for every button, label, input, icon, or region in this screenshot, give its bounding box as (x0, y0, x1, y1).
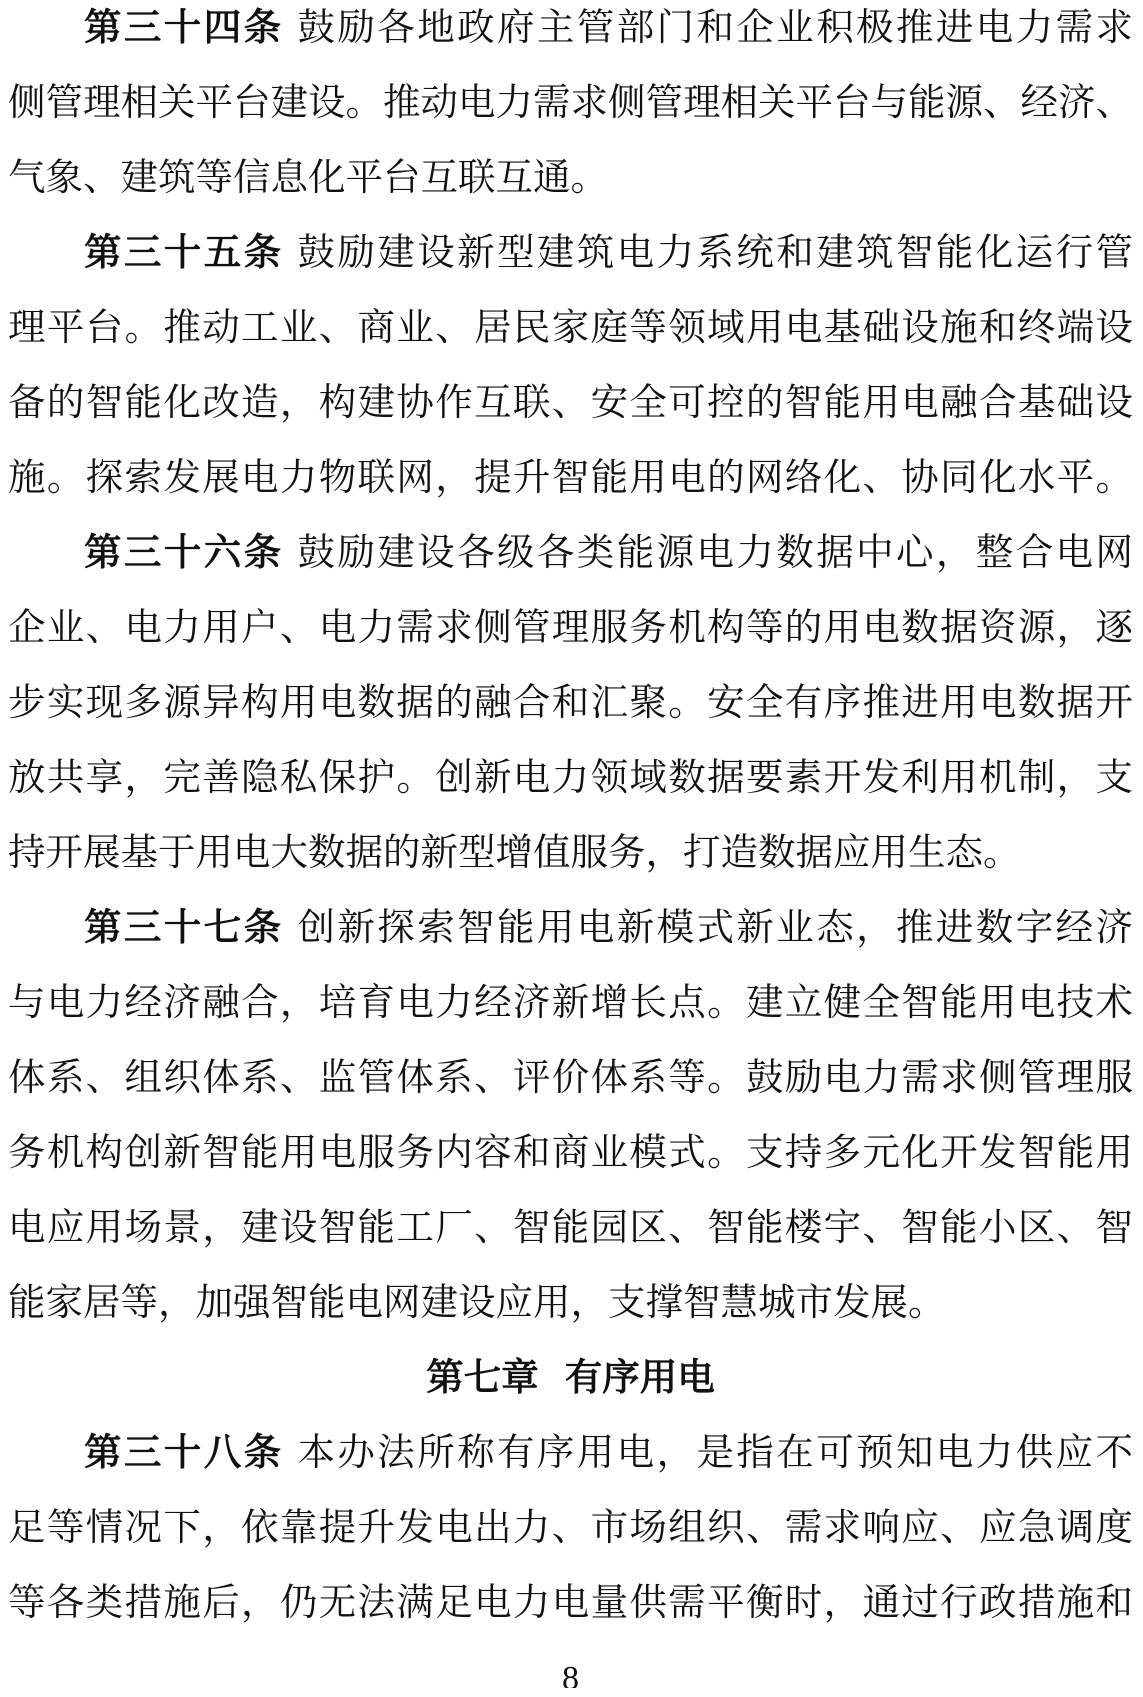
paragraph-line (8, 1416, 1133, 1491)
page-number: 8 (562, 1660, 579, 1688)
chapter-title: 有序用电 (564, 1358, 715, 1399)
paragraph-line (8, 516, 1133, 591)
line-text: 鼓励建设各级各类能源电力数据中心，整合电网 (297, 533, 1133, 574)
line-text: 鼓励各地政府主管部门和企业积极推进电力需求 (297, 8, 1133, 49)
paragraph-line (8, 891, 1133, 966)
paragraph-line: 侧管理相关平台建设。推动电力需求侧管理相关平台与能源、经济、 (8, 83, 1133, 124)
paragraph-line: 务机构创新智能用电服务内容和商业模式。支持多元化开发智能用 (8, 1133, 1133, 1174)
paragraph-line (8, 216, 1133, 291)
paragraph-line: 放共享，完善隐私保护。创新电力领域数据要素开发利用机制，支 (8, 758, 1133, 799)
paragraph-line: 电应用场景，建设智能工厂、智能园区、智能楼宇、智能小区、智 (8, 1208, 1133, 1249)
paragraph-line: 理平台。推动工业、商业、居民家庭等领域用电基础设施和终端设 (8, 308, 1133, 349)
article-number: 第三十四条 (84, 8, 284, 49)
paragraph-line: 与电力经济融合，培育电力经济新增长点。建立健全智能用电技术 (8, 983, 1133, 1024)
paragraph-line: 等各类措施后，仍无法满足电力电量供需平衡时，通过行政措施和 (8, 1583, 1133, 1624)
paragraph-line: 企业、电力用户、电力需求侧管理服务机构等的用电数据资源，逐 (8, 608, 1133, 649)
line-text: 鼓励建设新型建筑电力系统和建筑智能化运行管 (297, 233, 1133, 274)
article-number: 第三十八条 (84, 1433, 284, 1474)
paragraph-line (8, 0, 1133, 66)
chapter-label: 第七章 (426, 1358, 539, 1399)
article-number: 第三十六条 (84, 533, 284, 574)
line-text: 创新探索智能用电新模式新业态，推进数字经济 (297, 908, 1133, 949)
paragraph-line: 气象、建筑等信息化平台互联互通。 (8, 158, 608, 199)
paragraph-line: 能家居等，加强智能电网建设应用，支撑智慧城市发展。 (8, 1283, 946, 1324)
article-number: 第三十五条 (84, 233, 284, 274)
paragraph-line: 备的智能化改造，构建协作互联、安全可控的智能用电融合基础设 (8, 383, 1133, 424)
article-number: 第三十七条 (84, 908, 284, 949)
paragraph-line: 体系、组织体系、监管体系、评价体系等。鼓励电力需求侧管理服 (8, 1058, 1133, 1099)
paragraph-line: 步实现多源异构用电数据的融合和汇聚。安全有序推进用电数据开 (8, 683, 1133, 724)
line-text: 本办法所称有序用电，是指在可预知电力供应不 (297, 1433, 1133, 1474)
paragraph-line: 持开展基于用电大数据的新型增值服务，打造数据应用生态。 (8, 833, 1021, 874)
paragraph-line: 足等情况下，依靠提升发电出力、市场组织、需求响应、应急调度 (8, 1508, 1133, 1549)
chapter-heading (8, 1341, 1133, 1416)
paragraph-line: 施。探索发展电力物联网，提升智能用电的网络化、协同化水平。 (8, 458, 1133, 499)
